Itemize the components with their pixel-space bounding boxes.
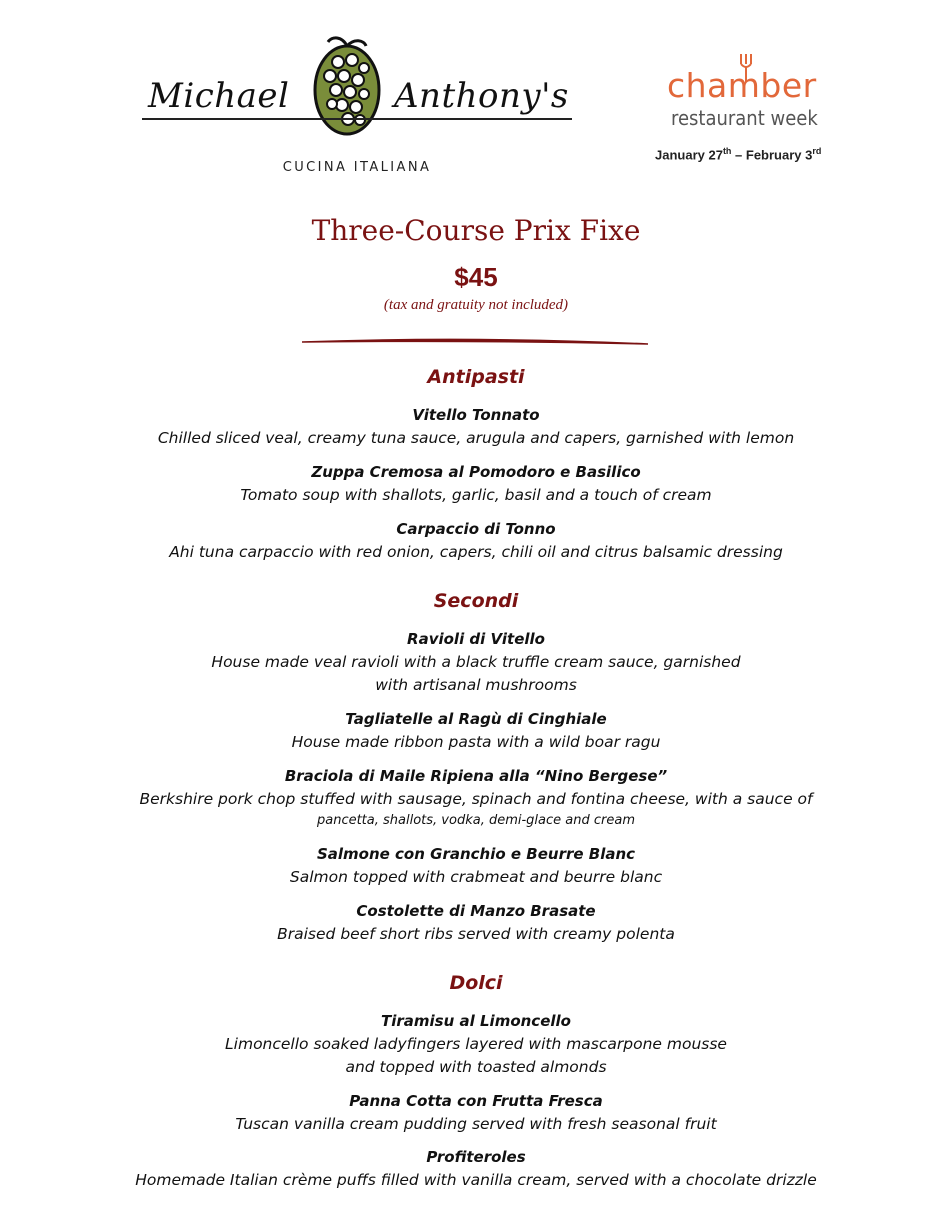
dish-description: Salmon topped with crabmeat and beurre blanc [289,868,663,886]
dish-description: Ahi tuna carpaccio with red onion, capers, chili oil and citrus balsamic dressing [169,543,783,561]
dish-description: Tomato soup with shallots, garlic, basil and a touch of cream [240,486,712,504]
chamber-word: chamber [667,66,817,105]
menu-item [0,1010,952,1079]
prix-fixe-price: $45 [454,262,498,292]
dish-name: Vitello Tonnato [412,406,540,424]
menu-item [0,900,952,946]
date-start-suffix: th [722,146,732,156]
restaurant-logo [142,30,574,180]
section-secondi: Secondi [433,590,519,612]
event-dates [655,146,860,162]
dish-description: Limoncello soaked ladyfingers layered with mascarpone mousse [225,1035,727,1053]
menu-item [0,461,952,507]
dish-description-cont: pancetta, shallots, vodka, demi-glace and cream [316,813,635,828]
dish-description: Berkshire pork chop stuffed with sausage, spinach and fontina cheese, with a sauce of [139,790,813,808]
menu-item [0,708,952,754]
menu-item [0,404,952,450]
dish-name: Ravioli di Vitello [407,630,545,648]
decorative-divider [300,334,650,348]
menu-item [0,628,952,697]
fork-icon [739,54,753,82]
menu-item [0,1146,952,1192]
dish-description-cont: with artisanal mushrooms [375,676,577,694]
dish-description: Chilled sliced veal, creamy tuna sauce, arugula and capers, garnished with lemon [157,429,795,447]
chamber-logo [655,66,855,166]
dish-description: Homemade Italian crème puffs filled with vanilla cream, served with a chocolate drizzle [135,1171,817,1189]
logo-tagline: CUCINA ITALIANA [282,160,432,175]
dish-description: Braised beef short ribs served with creamy polenta [277,925,675,943]
price-note: (tax and gratuity not included) [383,297,569,313]
dish-name: Zuppa Cremosa al Pomodoro e Basilico [311,463,641,481]
date-start: January 27 [655,147,723,163]
dish-name: Salmone con Granchio e Beurre Blanc [316,845,636,863]
dish-description-cont: and topped with toasted almonds [345,1058,607,1076]
dish-name: Tagliatelle al Ragù di Cinghiale [345,710,607,728]
section-antipasti: Antipasti [427,366,525,388]
menu-item [0,765,952,831]
dish-description: Tuscan vanilla cream pudding served with fresh seasonal fruit [235,1115,717,1133]
dish-name: Panna Cotta con Frutta Fresca [349,1092,603,1110]
date-end-suffix: rd [812,146,822,156]
dish-name: Costolette di Manzo Brasate [356,902,596,920]
menu-item [0,1090,952,1136]
dish-name: Carpaccio di Tonno [396,520,556,538]
dish-description: House made veal ravioli with a black truffle cream sauce, garnished [211,653,741,671]
date-end: – February 3 [731,147,813,163]
grape-icon [302,32,392,142]
dish-description: House made ribbon pasta with a wild boar ragu [291,733,661,751]
section-dolci: Dolci [449,972,503,994]
logo-rule [142,118,572,120]
menu-item [0,518,952,564]
dish-name: Tiramisu al Limoncello [381,1012,571,1030]
menu-item [0,843,952,889]
logo-name-right: Anthony's [394,76,569,116]
page-title: Three-Course Prix Fixe [311,214,641,247]
dish-name: Profiteroles [426,1148,526,1166]
chamber-subtitle: restaurant week [671,106,818,130]
dish-name: Braciola di Maile Ripiena alla “Nino Bergese” [284,767,668,785]
logo-name-left: Michael [148,76,290,116]
